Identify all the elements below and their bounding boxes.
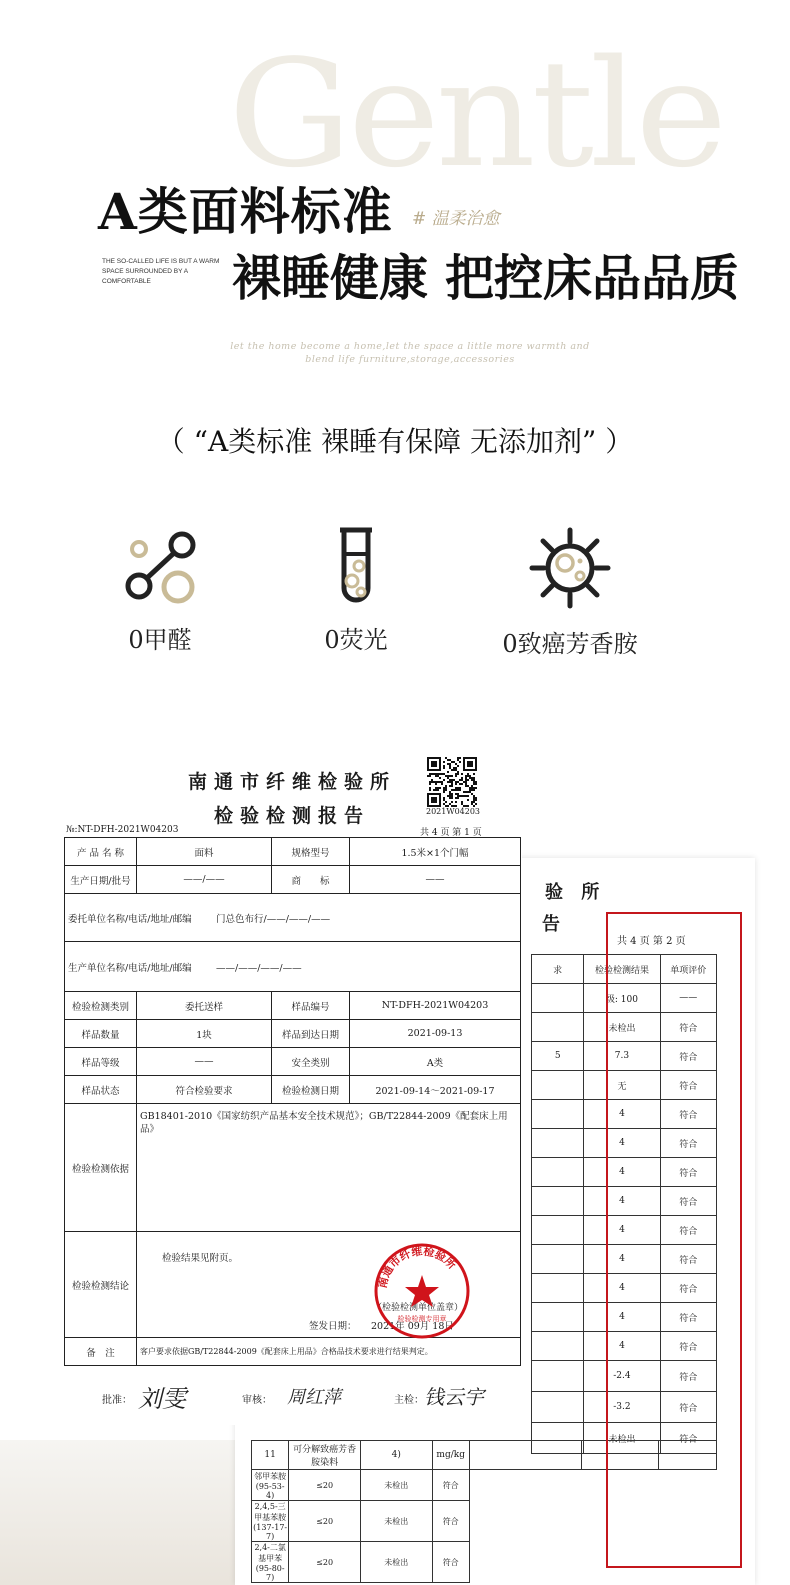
sign-date-label: 签发日期：: [309, 1321, 357, 1332]
evaluation-cell: 符合: [660, 1216, 716, 1245]
result-cell: 级: 100: [584, 984, 660, 1013]
result-cell: 4: [584, 1187, 660, 1216]
quote-banner: （ “A类标准 裸睡有保障 无添加剂” ）: [156, 425, 634, 458]
result-cell: -2.4: [584, 1361, 660, 1392]
page-number: 共 4 页 第 1 页: [420, 828, 482, 838]
background-word: Gentle: [228, 28, 724, 200]
cell-value: A类: [350, 1048, 521, 1076]
cell-label: 产 品 名 称: [65, 838, 137, 866]
evaluation-cell: 符合: [660, 1332, 716, 1361]
requirement-cell: [532, 1071, 584, 1100]
stamp-subtext: 检验检测专用章: [397, 1315, 447, 1323]
approve-label: 批准：: [102, 1395, 132, 1406]
feature-fluorescence: [256, 526, 456, 655]
basis-text: GB18401-2010《国家纺织产品基本安全技术规范》；GB/T22844-2009《配套床上用品》: [137, 1104, 521, 1232]
conclusion-text: 检验结果见附页。: [162, 1253, 239, 1264]
report2-title-fragment: 验 所: [545, 882, 606, 903]
result-cell: 未检出: [360, 1542, 432, 1583]
evaluation-cell: 符合: [660, 1187, 716, 1216]
note-text: 客户要求依据GB/T22844-2009《配套床上用品》合格品技术要求进行结果判定。: [137, 1338, 521, 1366]
cell-label: 样品数量: [65, 1020, 137, 1048]
cell-value: 1.5米×1个门幅: [350, 838, 521, 866]
feature-formaldehyde: [60, 526, 260, 655]
cell-label: 样品状态: [65, 1076, 137, 1104]
result-cell: 未检出: [360, 1470, 432, 1501]
evaluation-cell: 符合: [660, 1423, 716, 1454]
substance-cell: 2,4-二氯基甲苯(95-80-7): [252, 1542, 289, 1583]
qr-code-icon: [427, 757, 477, 807]
requirement-cell: [532, 1013, 584, 1042]
script-line-1: let the home become a home,let the space a little more warmth and: [230, 341, 590, 352]
cell-label: 委托单位名称/电话/地址/邮编: [68, 913, 192, 925]
requirement-cell: [532, 1216, 584, 1245]
highlight-box: [606, 912, 742, 1568]
approve-signature: 刘雯: [138, 1385, 186, 1413]
molecule-icon: [120, 526, 200, 606]
result-cell: 未检出: [584, 1013, 660, 1042]
official-stamp: [372, 1241, 472, 1341]
headline-title: A类面料标准: [98, 182, 393, 241]
evaluation-cell: 符合: [660, 1361, 716, 1392]
result-cell: 4: [584, 1100, 660, 1129]
cell-value: ——: [350, 866, 521, 894]
cell-value: 2021-09-13: [350, 1020, 521, 1048]
report2-subtitle-fragment: 告: [542, 914, 566, 935]
requirement-cell: [532, 984, 584, 1013]
client-row: [65, 894, 521, 942]
feature-label: 0荧光: [324, 626, 388, 654]
cell-label: 样品等级: [65, 1048, 137, 1076]
result-cell: 4: [584, 1332, 660, 1361]
cell-value: NT-DFH-2021W04203: [350, 992, 521, 1020]
cell-label: 规格型号: [272, 838, 350, 866]
col-evaluation: 单项评价: [660, 955, 716, 984]
feature-label: 0甲醛: [128, 626, 192, 654]
substance-cell: 邻甲苯胺(95-53-4): [252, 1470, 289, 1501]
qr-caption: 2021W04203: [425, 807, 481, 816]
cell-label: 样品编号: [272, 992, 350, 1020]
cell-value: 委托送样: [137, 992, 272, 1020]
test-tube-icon: [316, 526, 396, 606]
requirement-cell: [532, 1245, 584, 1274]
requirement-cell: [532, 1187, 584, 1216]
main-inspector-label: 主检：: [394, 1395, 424, 1406]
unit: mg/kg: [432, 1441, 469, 1470]
substance-fragment: 4): [360, 1441, 432, 1470]
evaluation-cell: 符合: [660, 1245, 716, 1274]
report2-page-number: 共 4 页 第 2 页: [617, 936, 686, 947]
result-cell: 未检出: [360, 1501, 432, 1542]
requirement-cell: [532, 1361, 584, 1392]
report-page-1: [62, 745, 522, 1425]
cell-label: 检验检测类别: [65, 992, 137, 1020]
requirement-cell: [532, 1392, 584, 1423]
evaluation-cell: 符合: [660, 1392, 716, 1423]
limit-cell: ≤20: [289, 1542, 361, 1583]
headline-subtitle: 裸睡健康 把控床品品质: [232, 249, 740, 307]
tagline: # 温柔治愈: [412, 209, 500, 229]
cell-label: 检验检测结论: [65, 1232, 137, 1338]
cell-value: ——/——: [137, 866, 272, 894]
cell-label: 商 标: [272, 866, 350, 894]
result-cell: 4: [584, 1303, 660, 1332]
evaluation-cell: 符合: [432, 1501, 469, 1542]
evaluation-cell: 符合: [660, 1274, 716, 1303]
main-inspector-signature: 钱云宇: [424, 1385, 484, 1409]
cell-label: 检验检测日期: [272, 1076, 350, 1104]
cell-label: 备 注: [65, 1338, 137, 1366]
result-cell: 未检出: [584, 1423, 660, 1454]
product-photo: [0, 1440, 240, 1585]
cell-value: ——: [137, 1048, 272, 1076]
cell-label: 生产日期/批号: [65, 866, 137, 894]
cell-value: 面料: [137, 838, 272, 866]
result-cell: 无: [584, 1071, 660, 1100]
evaluation-cell: ——: [660, 984, 716, 1013]
result-cell: 4: [584, 1158, 660, 1187]
seal-caption: （检验检测单位盖章）: [373, 1303, 464, 1313]
evaluation-cell: 符合: [660, 1100, 716, 1129]
blank-cell: [469, 1441, 581, 1470]
evaluation-cell: 符合: [660, 1129, 716, 1158]
col-result: 检验检测结果: [584, 955, 660, 984]
virus-icon: [528, 526, 612, 610]
evaluation-cell: 符合: [660, 1071, 716, 1100]
evaluation-cell: 符合: [660, 1303, 716, 1332]
english-caption: THE SO-CALLED LIFE IS BUT A WARM SPACE SURROUNDED BY A COMFORTABLE: [102, 258, 220, 285]
result-cell: 4: [584, 1274, 660, 1303]
stamp-text: 南通市纤维检验所: [375, 1244, 459, 1290]
requirement-cell: [532, 1332, 584, 1361]
feature-label: 0致癌芳香胺: [502, 630, 638, 658]
cell-value: 门总色布行/——/——/——: [216, 913, 331, 925]
requirement-cell: 5: [532, 1042, 584, 1071]
cell-value: 1块: [137, 1020, 272, 1048]
requirement-cell: [532, 1158, 584, 1187]
cell-value: 2021-09-14～2021-09-17: [350, 1076, 521, 1104]
requirement-cell: [532, 1274, 584, 1303]
requirement-cell: [532, 1100, 584, 1129]
cell-value: 符合检验要求: [137, 1076, 272, 1104]
review-signature: 周红萍: [287, 1387, 341, 1408]
limit-cell: ≤20: [289, 1470, 361, 1501]
cell-value: ——/——/——/——: [216, 962, 302, 974]
result-cell: 4: [584, 1245, 660, 1274]
requirement-cell: [532, 1129, 584, 1158]
maker-row: [65, 942, 521, 992]
substance-cell: 2,4,5-三甲基苯胺(137-17-7): [253, 1502, 288, 1541]
evaluation-cell: 符合: [432, 1542, 469, 1583]
review-label: 审核：: [242, 1395, 272, 1406]
document-number: №:NT-DFH-2021W04203: [66, 825, 179, 835]
evaluation-cell: 符合: [660, 1013, 716, 1042]
result-cell: 4: [584, 1216, 660, 1245]
col-requirement: 求: [532, 955, 584, 984]
cell-label: 安全类别: [272, 1048, 350, 1076]
feature-aromatic-amine: [470, 526, 670, 659]
limit-cell: ≤20: [289, 1501, 361, 1542]
requirement-cell: [532, 1303, 584, 1332]
result-cell: 7.3: [584, 1042, 660, 1071]
cell-label: 检验检测依据: [65, 1104, 137, 1232]
evaluation-cell: 符合: [660, 1158, 716, 1187]
evaluation-cell: 符合: [432, 1470, 469, 1501]
item-number: 11: [252, 1441, 289, 1470]
report-subtitle: 检验检测报告: [213, 805, 370, 827]
cell-label: 样品到达日期: [272, 1020, 350, 1048]
script-line-2: blend life furniture,storage,accessories: [305, 354, 515, 365]
report-title: 南通市纤维检验所: [187, 771, 396, 793]
result-cell: 4: [584, 1129, 660, 1158]
evaluation-cell: 符合: [660, 1042, 716, 1071]
script-caption: [150, 340, 670, 366]
sign-date: 2021年 09月 18日: [371, 1321, 454, 1332]
result-cell: -3.2: [584, 1392, 660, 1423]
item-name: 可分解致癌芳香胺染料: [289, 1441, 361, 1470]
cell-label: 生产单位名称/电话/地址/邮编: [68, 962, 192, 974]
